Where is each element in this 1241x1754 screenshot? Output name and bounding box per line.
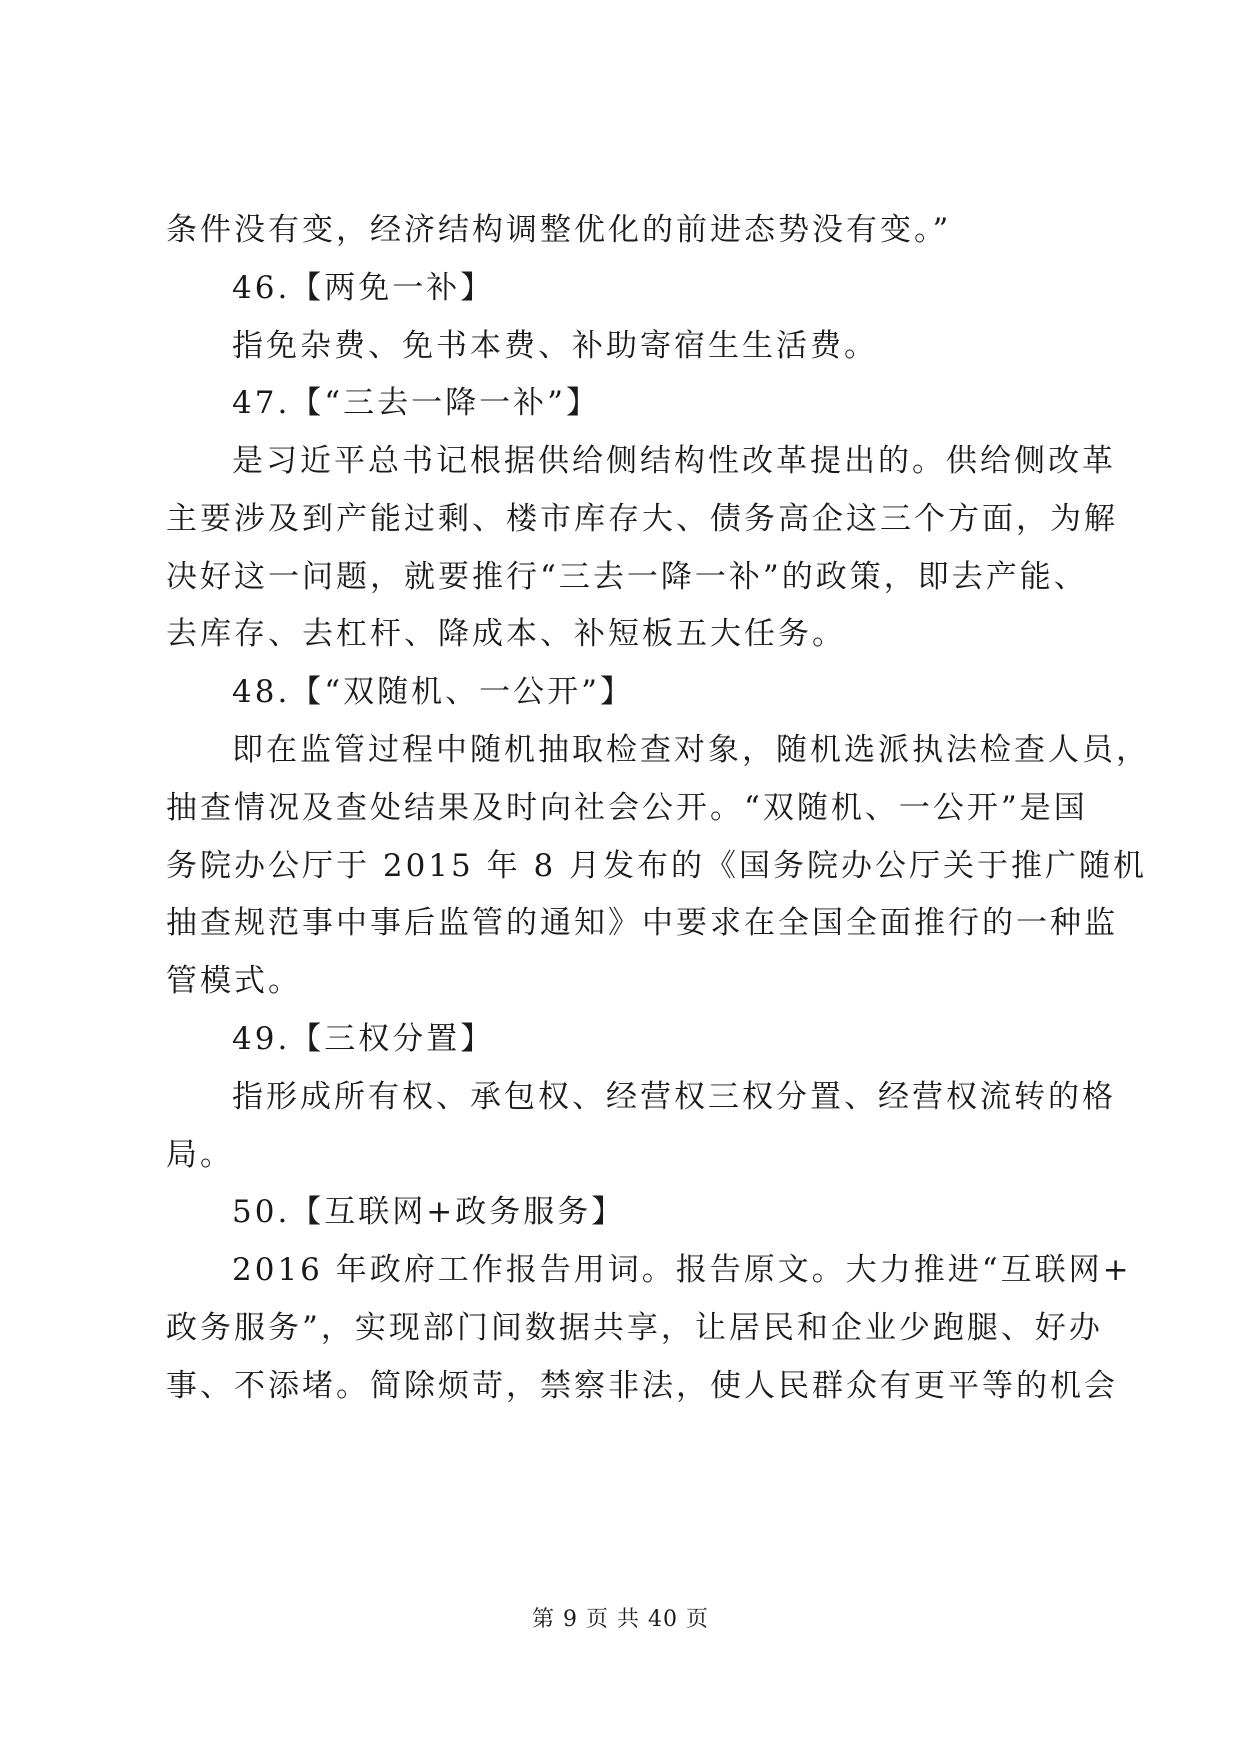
paragraph-line: 即在监管过程中随机抽取检查对象，随机选派执法检查人员， — [232, 732, 1150, 768]
section-heading-50: 50.【互联网+政务服务】 — [232, 1194, 626, 1230]
paragraph-line: 抽查规范事中事后监管的通知》中要求在全国全面推行的一种监 — [166, 905, 1118, 941]
page-number-footer: 第 9 页 共 40 页 — [532, 1607, 709, 1632]
paragraph-line: 局。 — [166, 1137, 234, 1173]
section-heading-47: 47.【“三去一降一补”】 — [232, 385, 600, 421]
paragraph-line: 条件没有变，经济结构调整优化的前进态势没有变。” — [166, 212, 952, 248]
paragraph-line: 主要涉及到产能过剩、楼市库存大、债务高企这三个方面，为解 — [166, 501, 1118, 537]
paragraph-line: 去库存、去杠杆、降成本、补短板五大任务。 — [166, 616, 846, 652]
paragraph-line: 事、不添堵。简除烦苛，禁察非法，使人民群众有更平等的机会 — [166, 1368, 1118, 1404]
section-heading-48: 48.【“双随机、一公开”】 — [232, 674, 634, 710]
paragraph-line: 决好这一问题，就要推行“三去一降一补”的政策，即去产能、 — [166, 559, 1088, 595]
paragraph-line: 指形成所有权、承包权、经营权三权分置、经营权流转的格 — [232, 1079, 1116, 1115]
section-heading-49: 49.【三权分置】 — [232, 1021, 495, 1057]
paragraph-line: 务院办公厅于 2015 年 8 月发布的《国务院办公厅关于推广随机 — [166, 848, 1148, 884]
paragraph-line: 管模式。 — [166, 963, 302, 999]
paragraph-line: 指免杂费、免书本费、补助寄宿生生活费。 — [232, 328, 878, 364]
paragraph-line: 是习近平总书记根据供给侧结构性改革提出的。供给侧改革 — [232, 443, 1116, 479]
paragraph-line: 政务服务”，实现部门间数据共享，让居民和企业少跑腿、好办 — [166, 1310, 1103, 1346]
paragraph-line: 2016 年政府工作报告用词。报告原文。大力推进“互联网+ — [232, 1252, 1132, 1288]
section-heading-46: 46.【两免一补】 — [232, 270, 495, 306]
paragraph-line: 抽查情况及查处结果及时向社会公开。“双随机、一公开”是国 — [166, 790, 1088, 826]
